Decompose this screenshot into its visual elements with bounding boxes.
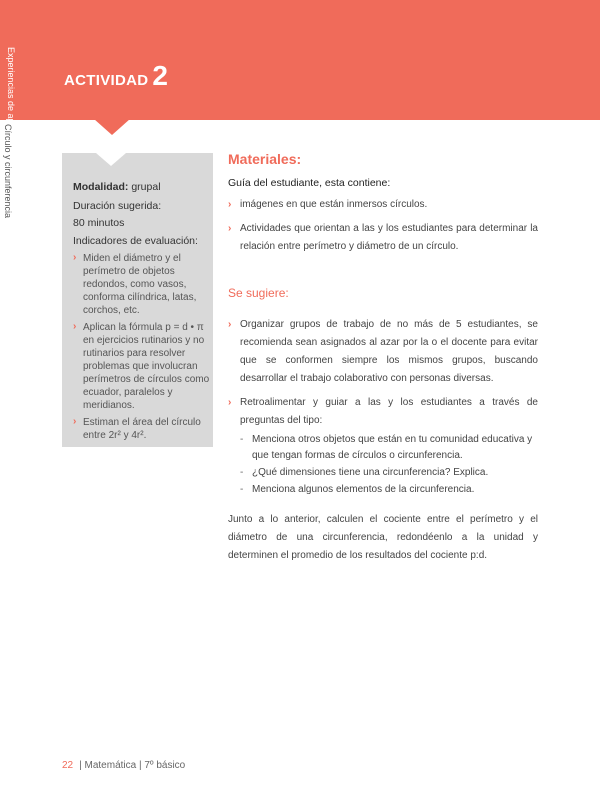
- materials-heading: Materiales:: [228, 151, 302, 167]
- page-number: 22: [62, 760, 74, 771]
- materials-item: › imágenes en que están inmersos círculos.: [228, 196, 538, 214]
- footer: [62, 760, 185, 771]
- question-item: - Menciona otros objetos que están en tu comunidad educativa y que tengan formas de círculos o circunferencia.: [240, 432, 540, 464]
- topic-label: Círculo y circunferencia: [3, 124, 13, 219]
- header-notch: [94, 119, 130, 135]
- duracion-value: 80 minutos: [73, 217, 125, 229]
- guide-line: Guía del estudiante, esta contiene:: [228, 177, 391, 189]
- materials-list: [228, 196, 538, 262]
- closing-paragraph: Junto a lo anterior, calculen el cociente entre el perímetro y el diámetro de una circunferencia, redondéenlo a la unidad y determinen el promedio de los resultados del cociente p:d.: [228, 514, 538, 561]
- indicador-item: › Estiman el área del círculo entre 2r² y 4r².: [73, 416, 210, 442]
- modalidad: [73, 181, 161, 193]
- question-item: - Menciona algunos elementos de la circunferencia.: [240, 482, 540, 498]
- modalidad-value: grupal: [131, 181, 161, 193]
- activity-number: 2: [152, 60, 168, 91]
- activity-title: [64, 60, 168, 92]
- materials-item: › Actividades que orientan a las y los estudiantes para determinar la relación entre perímetro y diámetro de un círculo.: [228, 220, 538, 256]
- suggest-list: [228, 316, 538, 436]
- sidebar-notch: [96, 153, 126, 166]
- activity-word: ACTIVIDAD: [64, 72, 149, 89]
- indicador-item: › Aplican la fórmula p = d • π en ejercicios rutinarios y no rutinarios para resolver problemas que involucran perímetros de círculos como ecuador, paralelos y meridianos.: [73, 321, 210, 412]
- question-item: - ¿Qué dimensiones tiene una circunferencia? Explica.: [240, 465, 540, 481]
- indicadores-list: [73, 252, 210, 446]
- questions-list: [240, 432, 540, 499]
- duracion-label: Duración sugerida:: [73, 200, 162, 212]
- footer-text: | Matemática | 7º básico: [79, 760, 186, 771]
- suggest-item: › Organizar grupos de trabajo de no más de 5 estudiantes, se recomienda sean asignados al azar por la o el docente para evitar que se conformen siempre los mismos grupos, buscando desarrollar el trabajo colaborativo con personas diversas.: [228, 316, 538, 388]
- indicadores-label: Indicadores de evaluación:: [73, 235, 198, 247]
- modalidad-label: Modalidad:: [73, 181, 129, 193]
- suggest-heading: Se sugiere:: [228, 286, 289, 300]
- suggest-item: › Retroalimentar y guiar a las y los estudiantes a través de preguntas del tipo:: [228, 394, 538, 430]
- section-label: Experiencias de aprendizaje: [6, 47, 16, 161]
- indicador-item: › Miden el diámetro y el perímetro de objetos redondos, como vasos, conforma cilíndrica, latas, corchos, etc.: [73, 252, 210, 317]
